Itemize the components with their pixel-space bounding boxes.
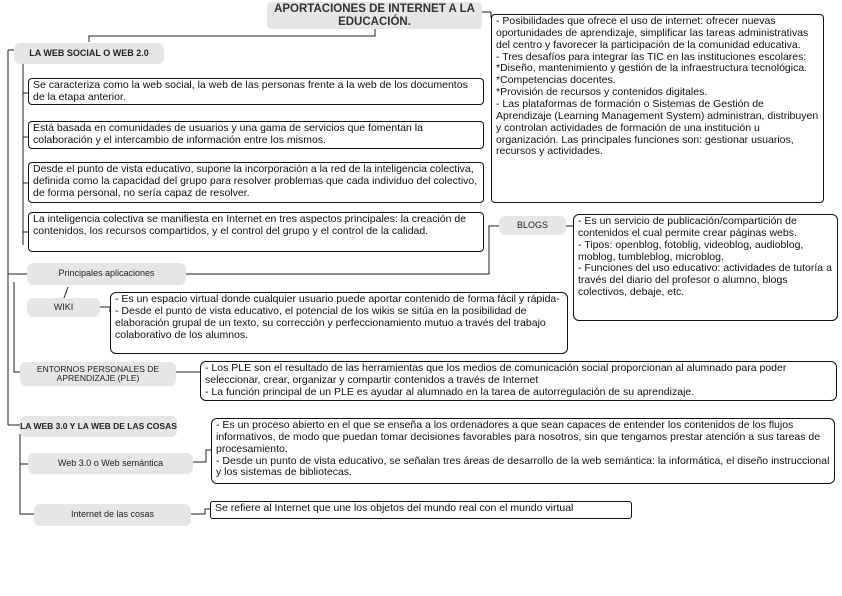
wiki-label: WIKI [53, 301, 74, 312]
connector-title-web20 [89, 28, 375, 42]
ple-label: ENTORNOS PERSONALES DE APRENDIZAJE (PLE) [36, 364, 160, 383]
web-semantica-label: Web 3.0 o Web semántica [57, 457, 164, 468]
wiki-box: - Es un espacio virtual donde cualquier usuario puede aportar contenido de forma fácil y rápida- - Desde el punto de vista educativo, el potencial de los wikis se sitúa en la posibilidad de elaboración grupal de un texto, su corrección y perfeccionamiento mutuo a través del trabajo colaborativo de los alumnos. [110, 292, 568, 354]
internet-possibilities-box: - Posibilidades que ofrece el uso de internet: ofrecer nuevas oportunidades de aprendizaje, simplificar las tareas administrativas del centro y favorecer la participación de la comunidad educativa. - Tres desafíos para integrar las TIC en las instituciones escolares: *Diseño, mantenimiento y gestión de la infraestructura tecnológica. *Competencias docentes. *Provisión de recursos y contenidos digitales. - Las plataformas de formación o Sistemas de Gestión de Aprendizaje (Learning Management System) administran, distribuyen y controlan actividades de formación de una institución u organización. Las principales funciones son: gestionar usuarios, recursos y actividades. [491, 14, 824, 203]
internet-cosas-node [34, 504, 191, 526]
web-semantica-box: - Es un proceso abierto en el que se enseña a los ordenadores a que sean capaces de entender los contenidos de los flujos informativos, de modo que puedan tomar decisiones favorables para nosotros, sin que tengamos prestar atención a sus tareas de procesamiento. - Desde un punto de vista educativo, se señalan tres áreas de desarrollo de la web semántica: la informática, el diseño instruccional y los sistemas de bibliotecas. [211, 418, 835, 484]
internet-cosas-box: Se refiere al Internet que une los objetos del mundo real con el mundo virtual [210, 501, 632, 519]
connector-cosas-text [191, 509, 210, 514]
web30-label: LA WEB 3.0 Y LA WEB DE LAS COSAS [20, 421, 177, 432]
connector-semantica-text [193, 450, 211, 462]
blogs-label: BLOGS [516, 219, 548, 230]
principales-aplicaciones-node [27, 263, 186, 285]
connector-wiki-text [100, 307, 110, 312]
diagram-title-text: APORTACIONES DE INTERNET A LA EDUCACIÓN. [274, 3, 475, 28]
web20-box-3: Desde el punto de vista educativo, supone la incorporación a la red de la inteligencia colectiva, definida como la capacidad del grupo para resolver problemas que cada individuo del colectivo, de forma personal, no sería capaz de resolver. [28, 162, 484, 203]
connector-apps-wiki [64, 287, 68, 298]
web20-box-4: La inteligencia colectiva se manifiesta en Internet en tres aspectos principales: la creación de contenidos, los recursos compartidos, y el control del grupo y el control de la calidad. [28, 212, 484, 252]
web20-label: LA WEB SOCIAL O WEB 2.0 [29, 47, 149, 58]
web20-node [14, 43, 164, 64]
web-semantica-node [28, 453, 193, 474]
internet-cosas-label: Internet de las cosas [70, 509, 155, 520]
blogs-node [499, 216, 566, 235]
connector-title-rightbox [482, 12, 491, 18]
web20-box-1: Se caracteriza como la web social, la web de las personas frente a la web de los documentos de la etapa anterior. [28, 78, 484, 105]
ple-node [20, 362, 176, 386]
principales-aplicaciones-label: Principales aplicaciones [58, 268, 155, 279]
connector-web30-trunk [20, 434, 34, 514]
wiki-node [27, 298, 100, 317]
ple-box: - Los PLE son el resultado de las herramientas que los medios de comunicación social proporcionan al alumnado para poder seleccionar, crear, organizar y compartir contenidos a través de Internet - La función principal de un PLE es ayudar al alumnado en la tarea de autorregulación de su aprendizaje. [200, 361, 837, 401]
connector-apps-ple [14, 282, 20, 372]
web20-box-2: Está basada en comunidades de usuarios y una gama de servicios que fomentan la colaboración y el intercambio de información entre los mismos. [28, 121, 484, 149]
web30-node [20, 416, 177, 437]
diagram-title [267, 2, 482, 29]
blogs-box: - Es un servicio de publicación/compartición de contenidos el cual permite crear páginas webs. - Tipos: openblog, fotoblig, videoblog, audioblog, moblog, tumbleblog, microblog. - Funciones del uso educativo: actividades de tutoría a través del diario del profesor o alumno, blogs colectivos, debaje, etc. [573, 214, 838, 321]
